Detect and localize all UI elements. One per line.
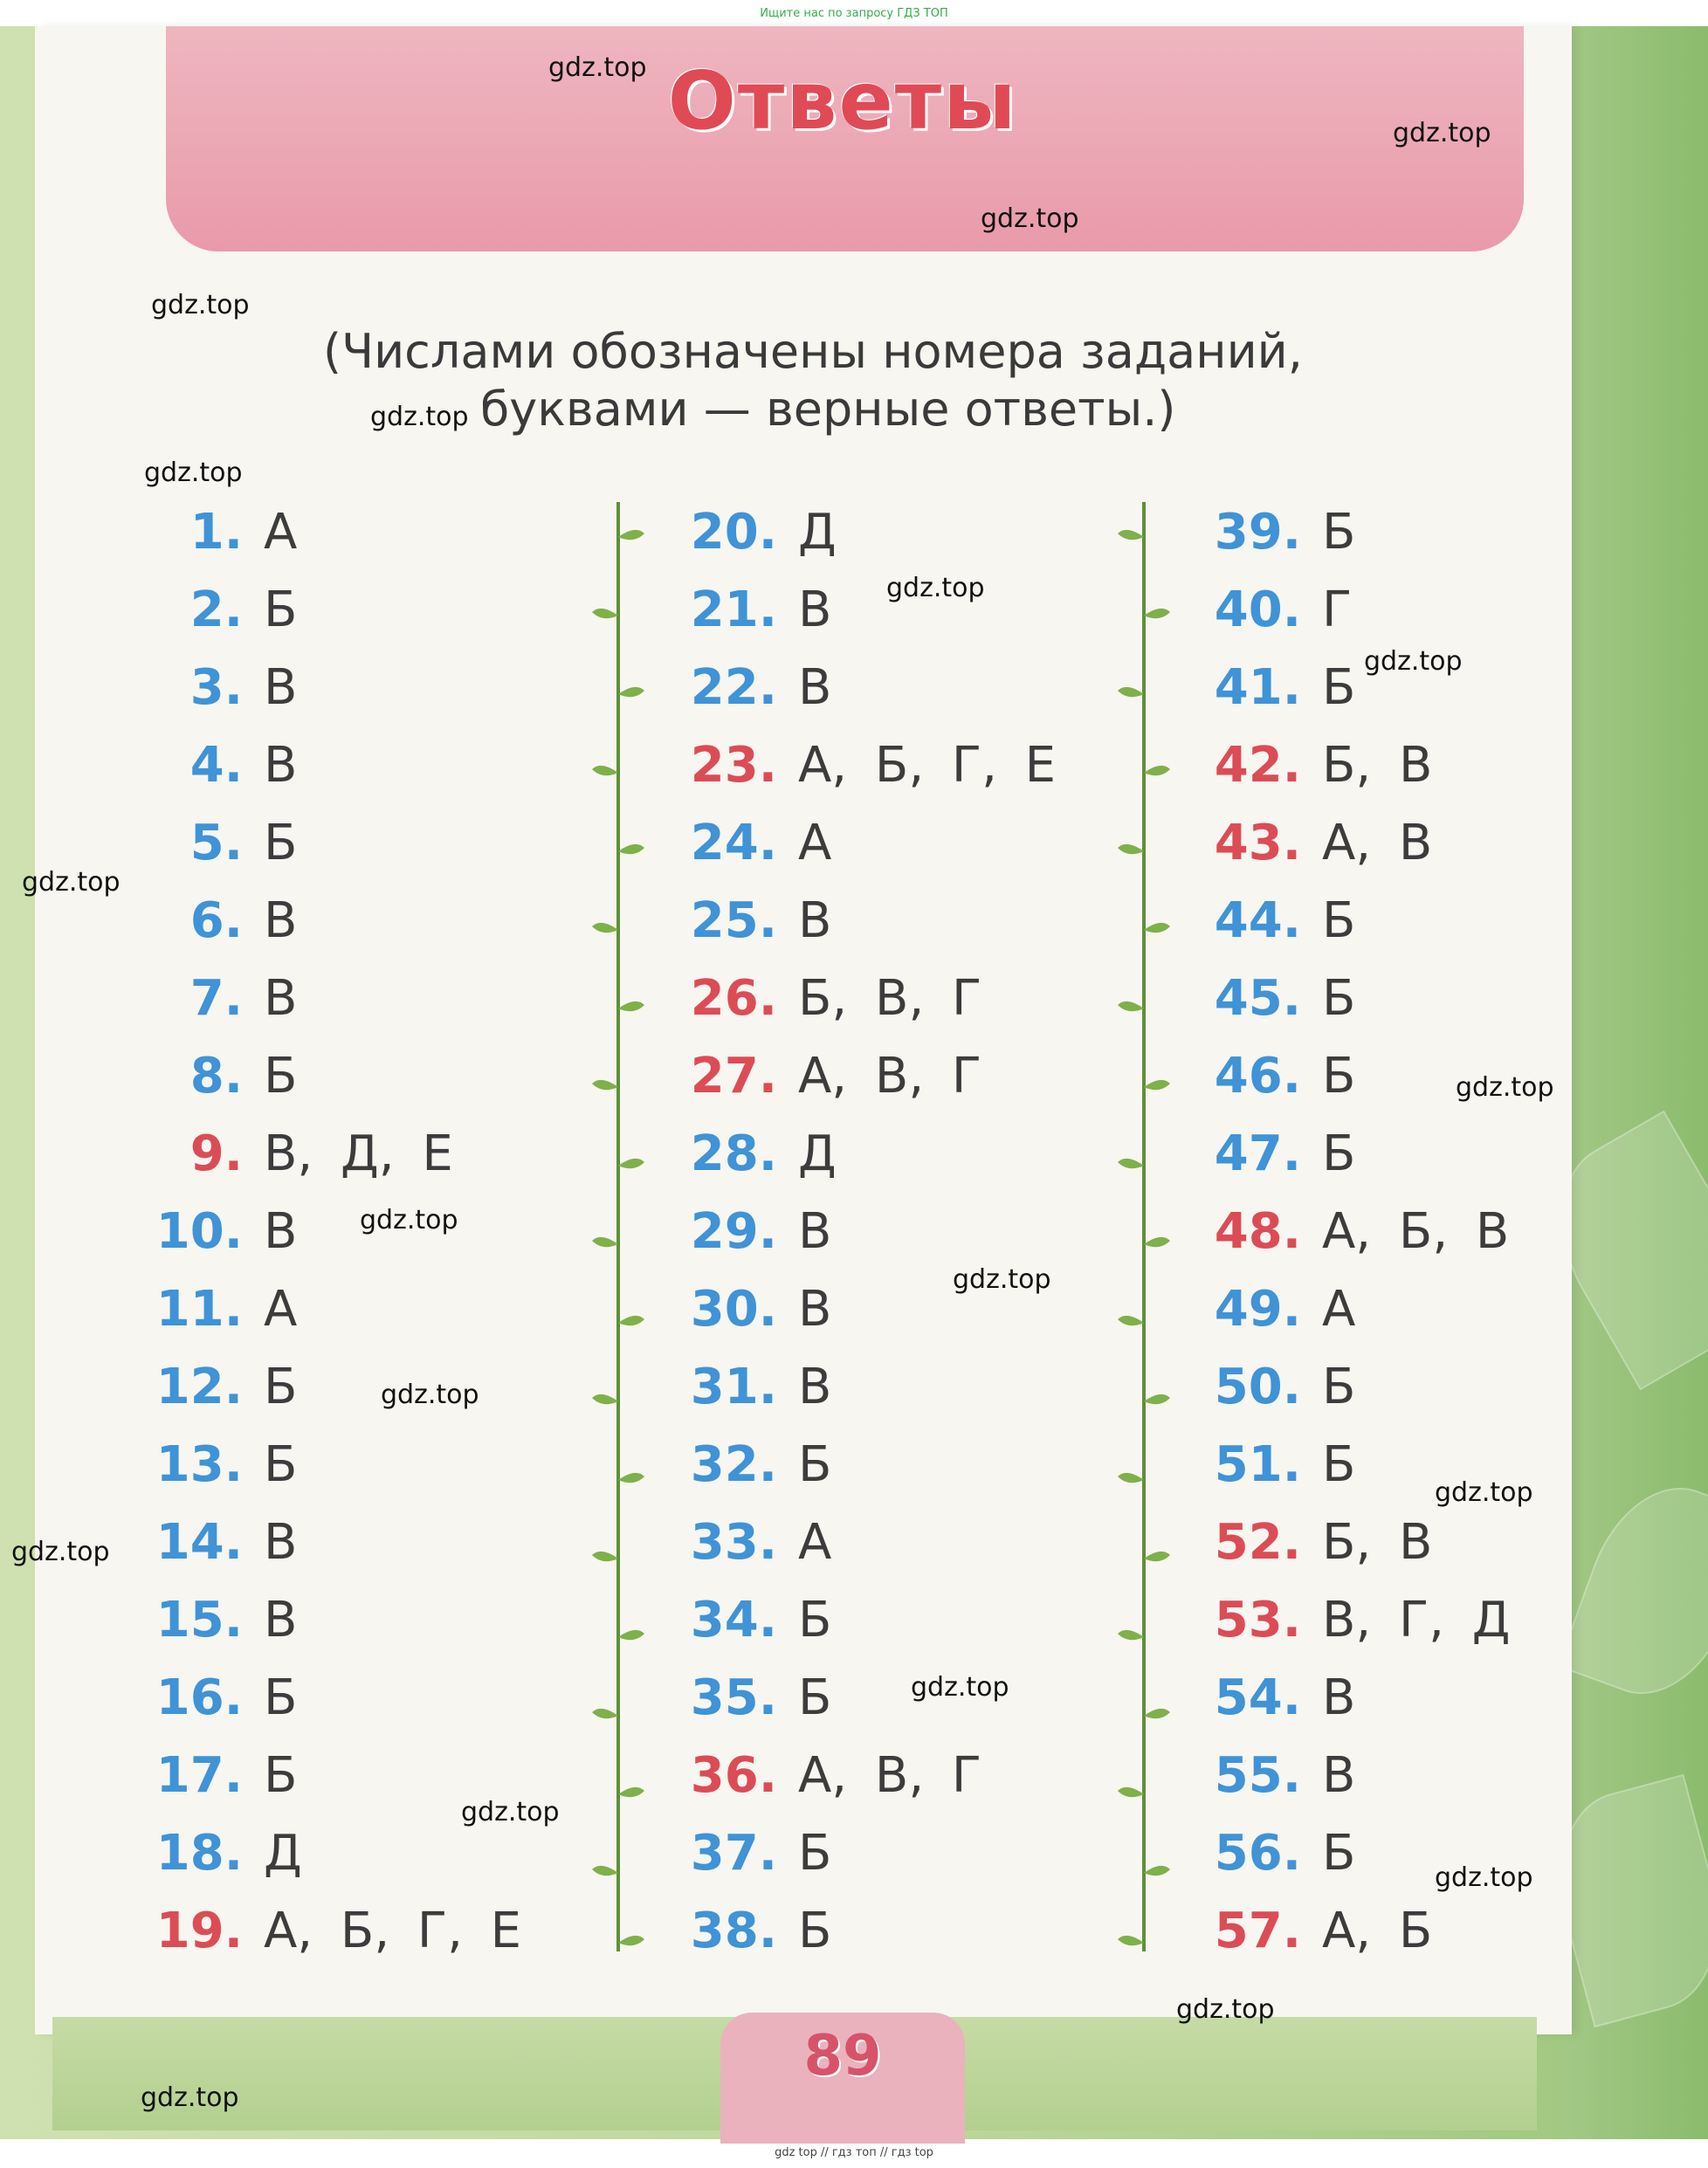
task-number: 32.	[690, 1436, 777, 1493]
task-number: 57.	[1214, 1903, 1301, 1959]
task-number: 2.	[189, 582, 243, 638]
answer-letters: В	[1322, 1669, 1356, 1726]
answer-row	[1196, 571, 1511, 649]
answer-letters: А	[264, 1281, 298, 1338]
task-number: 4.	[189, 737, 243, 794]
answer-row	[148, 1892, 521, 1970]
answer-row	[1196, 726, 1511, 804]
answer-letters: Б, В	[1322, 737, 1433, 794]
answer-row	[672, 1348, 1056, 1426]
task-number: 37.	[690, 1825, 777, 1882]
task-number: 20.	[690, 504, 777, 561]
answer-row	[672, 1737, 1056, 1814]
watermark: gdz.top	[141, 2082, 239, 2113]
subtitle-line-2: буквами — верные ответы.)	[480, 382, 1176, 437]
task-number: 13.	[155, 1436, 243, 1493]
task-number: 21.	[690, 582, 777, 638]
task-number: 55.	[1214, 1747, 1301, 1804]
watermark: gdz.top	[886, 573, 985, 603]
task-number: 25.	[690, 892, 777, 949]
answer-row	[1196, 804, 1511, 882]
answer-row	[672, 804, 1056, 882]
watermark: gdz.top	[360, 1205, 458, 1235]
answer-row	[672, 882, 1056, 960]
task-number: 45.	[1214, 970, 1301, 1027]
task-number: 23.	[690, 737, 777, 794]
answer-letters: Б	[1322, 1359, 1356, 1415]
page-number: 89	[803, 2024, 882, 2089]
vine-divider-right-icon	[1109, 502, 1179, 1969]
answer-row	[148, 1504, 521, 1581]
answers-column-1	[148, 493, 521, 1970]
answer-letters: Б	[798, 1436, 832, 1493]
answer-row	[672, 960, 1056, 1037]
task-number: 44.	[1214, 892, 1301, 949]
answer-letters: Б	[264, 582, 298, 638]
answers-column-2	[672, 493, 1056, 1970]
answer-row	[148, 960, 521, 1037]
watermark: gdz.top	[981, 203, 1079, 234]
watermark: gdz.top	[461, 1797, 560, 1827]
task-number: 47.	[1214, 1125, 1301, 1182]
watermark: gdz.top	[381, 1380, 479, 1410]
answer-row	[1196, 1348, 1511, 1426]
answer-letters: В	[264, 1592, 298, 1648]
answer-row	[148, 649, 521, 726]
watermark: gdz.top	[11, 1537, 110, 1567]
answer-row	[148, 804, 521, 882]
answer-row	[148, 1581, 521, 1659]
answer-row	[672, 1814, 1056, 1892]
answer-letters: В	[798, 659, 832, 716]
task-number: 51.	[1214, 1436, 1301, 1493]
answer-row	[672, 649, 1056, 726]
task-number: 43.	[1214, 815, 1301, 871]
answer-letters: Д	[264, 1825, 302, 1882]
task-number: 40.	[1214, 582, 1301, 638]
answer-letters: А, Б, В	[1322, 1203, 1510, 1260]
task-number: 10.	[155, 1203, 243, 1260]
watermark: gdz.top	[1456, 1072, 1554, 1103]
task-number: 52.	[1214, 1514, 1301, 1571]
answer-row	[672, 1581, 1056, 1659]
task-number: 16.	[155, 1669, 243, 1726]
vine-divider-left-icon	[585, 502, 655, 1969]
answer-letters: В	[264, 1514, 298, 1571]
answer-letters: Б	[1322, 1048, 1356, 1105]
task-number: 11.	[155, 1281, 243, 1338]
answer-letters: Г	[1322, 582, 1353, 638]
answer-row	[148, 1426, 521, 1504]
task-number: 22.	[690, 659, 777, 716]
task-number: 36.	[690, 1747, 777, 1804]
answer-letters: Б	[1322, 659, 1356, 716]
answer-letters: А	[798, 1514, 832, 1571]
answer-letters: Б	[1322, 970, 1356, 1027]
answer-letters: В	[798, 582, 832, 638]
task-number: 29.	[690, 1203, 777, 1260]
task-number: 50.	[1214, 1359, 1301, 1415]
task-number: 34.	[690, 1592, 777, 1648]
answer-letters: А, В, Г	[798, 1747, 982, 1804]
answer-letters: Б	[1322, 1125, 1356, 1182]
answer-letters: А	[798, 815, 832, 871]
answer-letters: Б	[264, 815, 298, 871]
task-number: 12.	[155, 1359, 243, 1415]
watermark: gdz.top	[1364, 646, 1463, 677]
task-number: 49.	[1214, 1281, 1301, 1338]
answer-row	[672, 1115, 1056, 1193]
task-number: 53.	[1214, 1592, 1301, 1648]
subtitle	[323, 323, 1406, 438]
answer-row	[1196, 649, 1511, 726]
answer-row	[1196, 493, 1511, 571]
task-number: 6.	[189, 892, 243, 949]
task-number: 39.	[1214, 504, 1301, 561]
task-number: 14.	[155, 1514, 243, 1571]
answer-row	[148, 726, 521, 804]
answer-letters: Б	[798, 1669, 832, 1726]
answer-letters: В	[264, 659, 298, 716]
task-number: 17.	[155, 1747, 243, 1804]
task-number: 15.	[155, 1592, 243, 1648]
answer-row	[672, 1193, 1056, 1270]
answer-letters: Б	[1322, 892, 1356, 949]
answer-letters: В, Д, Е	[264, 1125, 453, 1182]
answer-row	[148, 882, 521, 960]
answer-letters: Б	[264, 1359, 298, 1415]
answer-row	[672, 1892, 1056, 1970]
bottom-note: gdz top // гдз топ // гдз top	[775, 2146, 933, 2159]
answer-row	[148, 571, 521, 649]
task-number: 18.	[155, 1825, 243, 1882]
answer-letters: А, Б, Г, Е	[264, 1903, 522, 1959]
subtitle-line-1: (Числами обозначены номера заданий,	[323, 324, 1303, 379]
watermark: gdz.top	[22, 867, 121, 898]
task-number: 24.	[690, 815, 777, 871]
task-number: 30.	[690, 1281, 777, 1338]
answer-letters: А, Б, Г, Е	[798, 737, 1057, 794]
task-number: 54.	[1214, 1669, 1301, 1726]
task-number: 7.	[189, 970, 243, 1027]
watermark: gdz.top	[151, 290, 250, 320]
task-number: 33.	[690, 1514, 777, 1571]
answer-letters: Б, В	[1322, 1514, 1433, 1571]
answer-letters: В	[798, 1203, 832, 1260]
task-number: 56.	[1214, 1825, 1301, 1882]
answer-letters: В	[798, 892, 832, 949]
answer-letters: В	[264, 737, 298, 794]
answer-letters: Б	[264, 1048, 298, 1105]
answer-letters: Д	[798, 504, 837, 561]
answer-row	[148, 1270, 521, 1348]
answer-row	[672, 1504, 1056, 1581]
answer-letters: Б	[264, 1436, 298, 1493]
answer-row	[148, 1037, 521, 1115]
watermark: gdz.top	[953, 1264, 1051, 1295]
answer-letters: Б	[1322, 1825, 1356, 1882]
answer-row	[1196, 882, 1511, 960]
answer-row	[672, 1037, 1056, 1115]
answer-row	[148, 1115, 521, 1193]
answer-letters: В	[264, 892, 298, 949]
task-number: 1.	[189, 504, 243, 561]
task-number: 38.	[690, 1903, 777, 1959]
task-number: 19.	[155, 1903, 243, 1959]
answer-letters: А, В, Г	[798, 1048, 982, 1105]
task-number: 35.	[690, 1669, 777, 1726]
page-title: Ответы	[667, 54, 1018, 148]
answer-row	[1196, 1892, 1511, 1970]
answer-row	[148, 493, 521, 571]
answer-letters: Б	[264, 1669, 298, 1726]
answer-row	[672, 726, 1056, 804]
top-note: Ищите нас по запросу ГДЗ ТОП	[760, 7, 948, 20]
answer-row	[1196, 1270, 1511, 1348]
answer-row	[672, 493, 1056, 571]
answer-letters: Б	[1322, 1436, 1356, 1493]
answer-row	[672, 571, 1056, 649]
answer-letters: А	[1322, 1281, 1356, 1338]
answer-letters: В	[264, 1203, 298, 1260]
answer-letters: Б	[798, 1592, 832, 1648]
answer-row	[148, 1193, 521, 1270]
answer-letters: А	[264, 504, 298, 561]
answer-row	[1196, 1193, 1511, 1270]
task-number: 31.	[690, 1359, 777, 1415]
answer-letters: Б, В, Г	[798, 970, 982, 1027]
answer-letters: В	[264, 970, 298, 1027]
watermark: gdz.top	[1176, 1994, 1275, 2025]
task-number: 27.	[690, 1048, 777, 1105]
answer-letters: Б	[798, 1903, 832, 1959]
task-number: 8.	[189, 1048, 243, 1105]
task-number: 5.	[189, 815, 243, 871]
answer-letters: В	[1322, 1747, 1356, 1804]
answer-row	[1196, 1581, 1511, 1659]
task-number: 26.	[690, 970, 777, 1027]
task-number: 28.	[690, 1125, 777, 1182]
watermark: gdz.top	[1435, 1862, 1533, 1893]
answer-row	[1196, 1659, 1511, 1737]
answer-row	[1196, 1737, 1511, 1814]
watermark: gdz.top	[1393, 118, 1491, 148]
watermark: gdz.top	[1435, 1477, 1533, 1508]
answers-column-3	[1196, 493, 1511, 1970]
answer-letters: Б	[798, 1825, 832, 1882]
answer-letters: В	[798, 1281, 832, 1338]
watermark: gdz.top	[370, 402, 469, 432]
task-number: 42.	[1214, 737, 1301, 794]
answer-letters: Б	[264, 1747, 298, 1804]
answer-row	[148, 1659, 521, 1737]
answer-letters: А, В	[1322, 815, 1433, 871]
task-number: 46.	[1214, 1048, 1301, 1105]
task-number: 48.	[1214, 1203, 1301, 1260]
answer-row	[1196, 1115, 1511, 1193]
task-number: 9.	[189, 1125, 243, 1182]
watermark: gdz.top	[548, 52, 647, 83]
answer-letters: Д	[798, 1125, 837, 1182]
task-number: 3.	[189, 659, 243, 716]
answer-letters: В, Г, Д	[1322, 1592, 1511, 1648]
answer-row	[1196, 960, 1511, 1037]
answer-letters: В	[798, 1359, 832, 1415]
answer-letters: А, Б	[1322, 1903, 1433, 1959]
watermark: gdz.top	[911, 1672, 1009, 1703]
watermark: gdz.top	[144, 458, 243, 488]
answer-row	[672, 1426, 1056, 1504]
answer-letters: Б	[1322, 504, 1356, 561]
answer-row	[1196, 1504, 1511, 1581]
task-number: 41.	[1214, 659, 1301, 716]
